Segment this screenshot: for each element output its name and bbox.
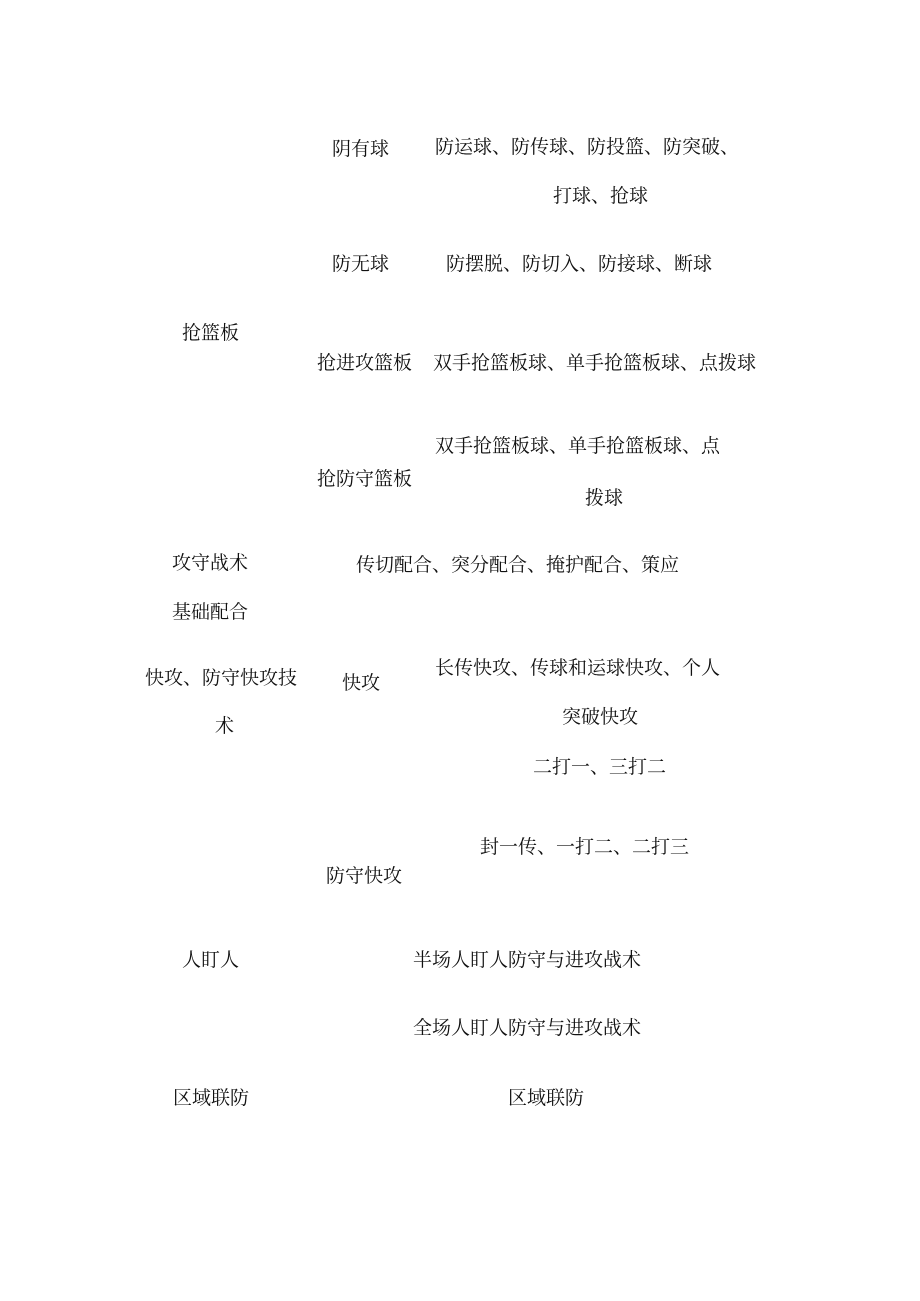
row-content-fast-break-line1: 长传快攻、传球和运球快攻、个人 <box>435 657 721 679</box>
category-fast-break-line1: 快攻、防守快攻技 <box>145 667 298 689</box>
row-label-fast-break: 快攻 <box>342 672 381 694</box>
row-content-defensive-rebound-line2: 拨球 <box>585 487 624 509</box>
category-man-to-man: 人盯人 <box>182 949 240 971</box>
row-label-def-fast-break: 防守快攻 <box>326 865 403 887</box>
row-content-fast-break-line3: 二打一、三打二 <box>533 756 667 778</box>
row-content-with-ball-line1: 防运球、防传球、防投篮、防突破、 <box>435 136 740 158</box>
category-rebound: 抢篮板 <box>182 322 240 344</box>
category-zone: 区域联防 <box>173 1087 250 1109</box>
row-label-defensive-rebound: 抢防守篮板 <box>317 468 413 490</box>
row-content-zone: 区域联防 <box>508 1087 585 1109</box>
row-content-def-fast-break: 封一传、一打二、二打三 <box>480 836 690 858</box>
row-content-fast-break-line2: 突破快攻 <box>562 706 639 728</box>
row-content-offensive-rebound: 双手抢篮板球、单手抢篮板球、点拨球 <box>433 352 757 374</box>
category-fast-break-line2: 术 <box>215 715 235 737</box>
row-content-with-ball-line2: 打球、抢球 <box>553 185 649 207</box>
row-content-half-court: 半场人盯人防守与进攻战术 <box>413 949 642 971</box>
row-content-no-ball: 防摆脱、防切入、防接球、断球 <box>446 253 713 275</box>
row-content-defensive-rebound-line1: 双手抢篮板球、单手抢篮板球、点 <box>435 435 721 457</box>
row-label-offensive-rebound: 抢进攻篮板 <box>317 352 413 374</box>
row-label-no-ball: 防无球 <box>332 253 390 275</box>
category-tactics-line2: 基础配合 <box>172 601 249 623</box>
row-content-tactics: 传切配合、突分配合、掩护配合、策应 <box>356 554 680 576</box>
category-tactics-line1: 攻守战术 <box>172 552 249 574</box>
row-label-with-ball: 阴有球 <box>332 138 390 160</box>
row-content-full-court: 全场人盯人防守与进攻战术 <box>413 1017 642 1039</box>
